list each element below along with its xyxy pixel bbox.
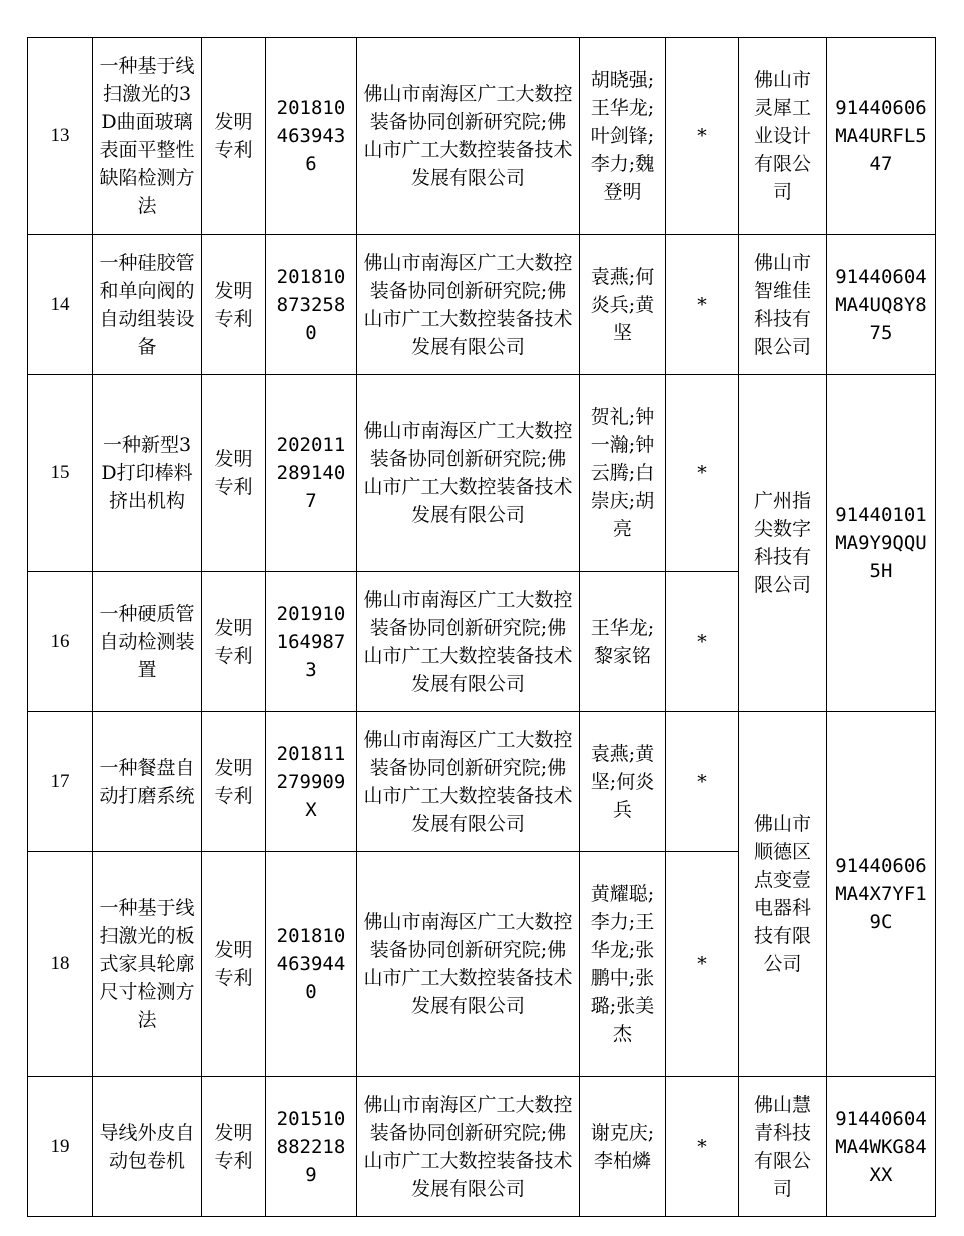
table-row (28, 1077, 936, 1217)
patent-type: 发明专利 (202, 38, 266, 235)
mark: * (666, 712, 739, 852)
patent-name: 一种餐盘自动打磨系统 (93, 712, 202, 852)
patent-owner: 佛山市南海区广工大数控装备协同创新研究院;佛山市广工大数控装备技术发展有限公司 (357, 852, 580, 1077)
table-row (28, 712, 936, 852)
patent-owner: 佛山市南海区广工大数控装备协同创新研究院;佛山市广工大数控装备技术发展有限公司 (357, 375, 580, 572)
mark: * (666, 572, 739, 712)
inventors: 谢克庆;李柏燐 (580, 1077, 666, 1217)
inventors: 袁燕;何炎兵;黄坚 (580, 235, 666, 375)
patent-type: 发明专利 (202, 572, 266, 712)
patent-type: 发明专利 (202, 235, 266, 375)
inventors: 胡晓强;王华龙;叶剑锋;李力;魏登明 (580, 38, 666, 235)
row-number: 14 (28, 235, 93, 375)
credit-code: 91440606MA4URFL547 (827, 38, 936, 235)
row-number: 18 (28, 852, 93, 1077)
application-number: 2018104639440 (266, 852, 357, 1077)
patent-type: 发明专利 (202, 1077, 266, 1217)
company-name: 佛山市灵犀工业设计有限公司 (739, 38, 827, 235)
application-number: 201811279909X (266, 712, 357, 852)
mark: * (666, 235, 739, 375)
patent-name: 一种硅胶管和单向阀的自动组装设备 (93, 235, 202, 375)
credit-code: 91440101MA9Y9QQU5H (827, 375, 936, 712)
application-number: 2015108822189 (266, 1077, 357, 1217)
patent-table (27, 37, 936, 1217)
company-name: 佛山市智维佳科技有限公司 (739, 235, 827, 375)
mark: * (666, 375, 739, 572)
patent-type: 发明专利 (202, 852, 266, 1077)
credit-code: 91440606MA4X7YF19C (827, 712, 936, 1077)
company-name: 广州指尖数字科技有限公司 (739, 375, 827, 712)
patent-name: 一种基于线扫激光的板式家具轮廓尺寸检测方法 (93, 852, 202, 1077)
patent-owner: 佛山市南海区广工大数控装备协同创新研究院;佛山市广工大数控装备技术发展有限公司 (357, 235, 580, 375)
patent-owner: 佛山市南海区广工大数控装备协同创新研究院;佛山市广工大数控装备技术发展有限公司 (357, 712, 580, 852)
patent-name: 导线外皮自动包卷机 (93, 1077, 202, 1217)
credit-code: 91440604MA4WKG84XX (827, 1077, 936, 1217)
table-row (28, 235, 936, 375)
mark: * (666, 38, 739, 235)
row-number: 17 (28, 712, 93, 852)
company-name: 佛山市顺德区点变壹电器科技有限公司 (739, 712, 827, 1077)
row-number: 19 (28, 1077, 93, 1217)
inventors: 王华龙;黎家铭 (580, 572, 666, 712)
table-row (28, 375, 936, 572)
application-number: 2018104639436 (266, 38, 357, 235)
application-number: 2018108732580 (266, 235, 357, 375)
patent-owner: 佛山市南海区广工大数控装备协同创新研究院;佛山市广工大数控装备技术发展有限公司 (357, 572, 580, 712)
row-number: 16 (28, 572, 93, 712)
inventors: 袁燕;黄坚;何炎兵 (580, 712, 666, 852)
application-number: 2019101649873 (266, 572, 357, 712)
mark: * (666, 852, 739, 1077)
inventors: 黄耀聪;李力;王华龙;张鹏中;张璐;张美杰 (580, 852, 666, 1077)
company-name: 佛山慧青科技有限公司 (739, 1077, 827, 1217)
patent-type: 发明专利 (202, 712, 266, 852)
row-number: 15 (28, 375, 93, 572)
patent-type: 发明专利 (202, 375, 266, 572)
patent-owner: 佛山市南海区广工大数控装备协同创新研究院;佛山市广工大数控装备技术发展有限公司 (357, 1077, 580, 1217)
patent-name: 一种基于线扫激光的3D曲面玻璃表面平整性缺陷检测方法 (93, 38, 202, 235)
patent-owner: 佛山市南海区广工大数控装备协同创新研究院;佛山市广工大数控装备技术发展有限公司 (357, 38, 580, 235)
patent-name: 一种新型3D打印棒料挤出机构 (93, 375, 202, 572)
inventors: 贺礼;钟一瀚;钟云腾;白崇庆;胡亮 (580, 375, 666, 572)
application-number: 2020112891407 (266, 375, 357, 572)
mark: * (666, 1077, 739, 1217)
credit-code: 91440604MA4UQ8Y875 (827, 235, 936, 375)
patent-name: 一种硬质管自动检测装置 (93, 572, 202, 712)
table-row (28, 38, 936, 235)
row-number: 13 (28, 38, 93, 235)
